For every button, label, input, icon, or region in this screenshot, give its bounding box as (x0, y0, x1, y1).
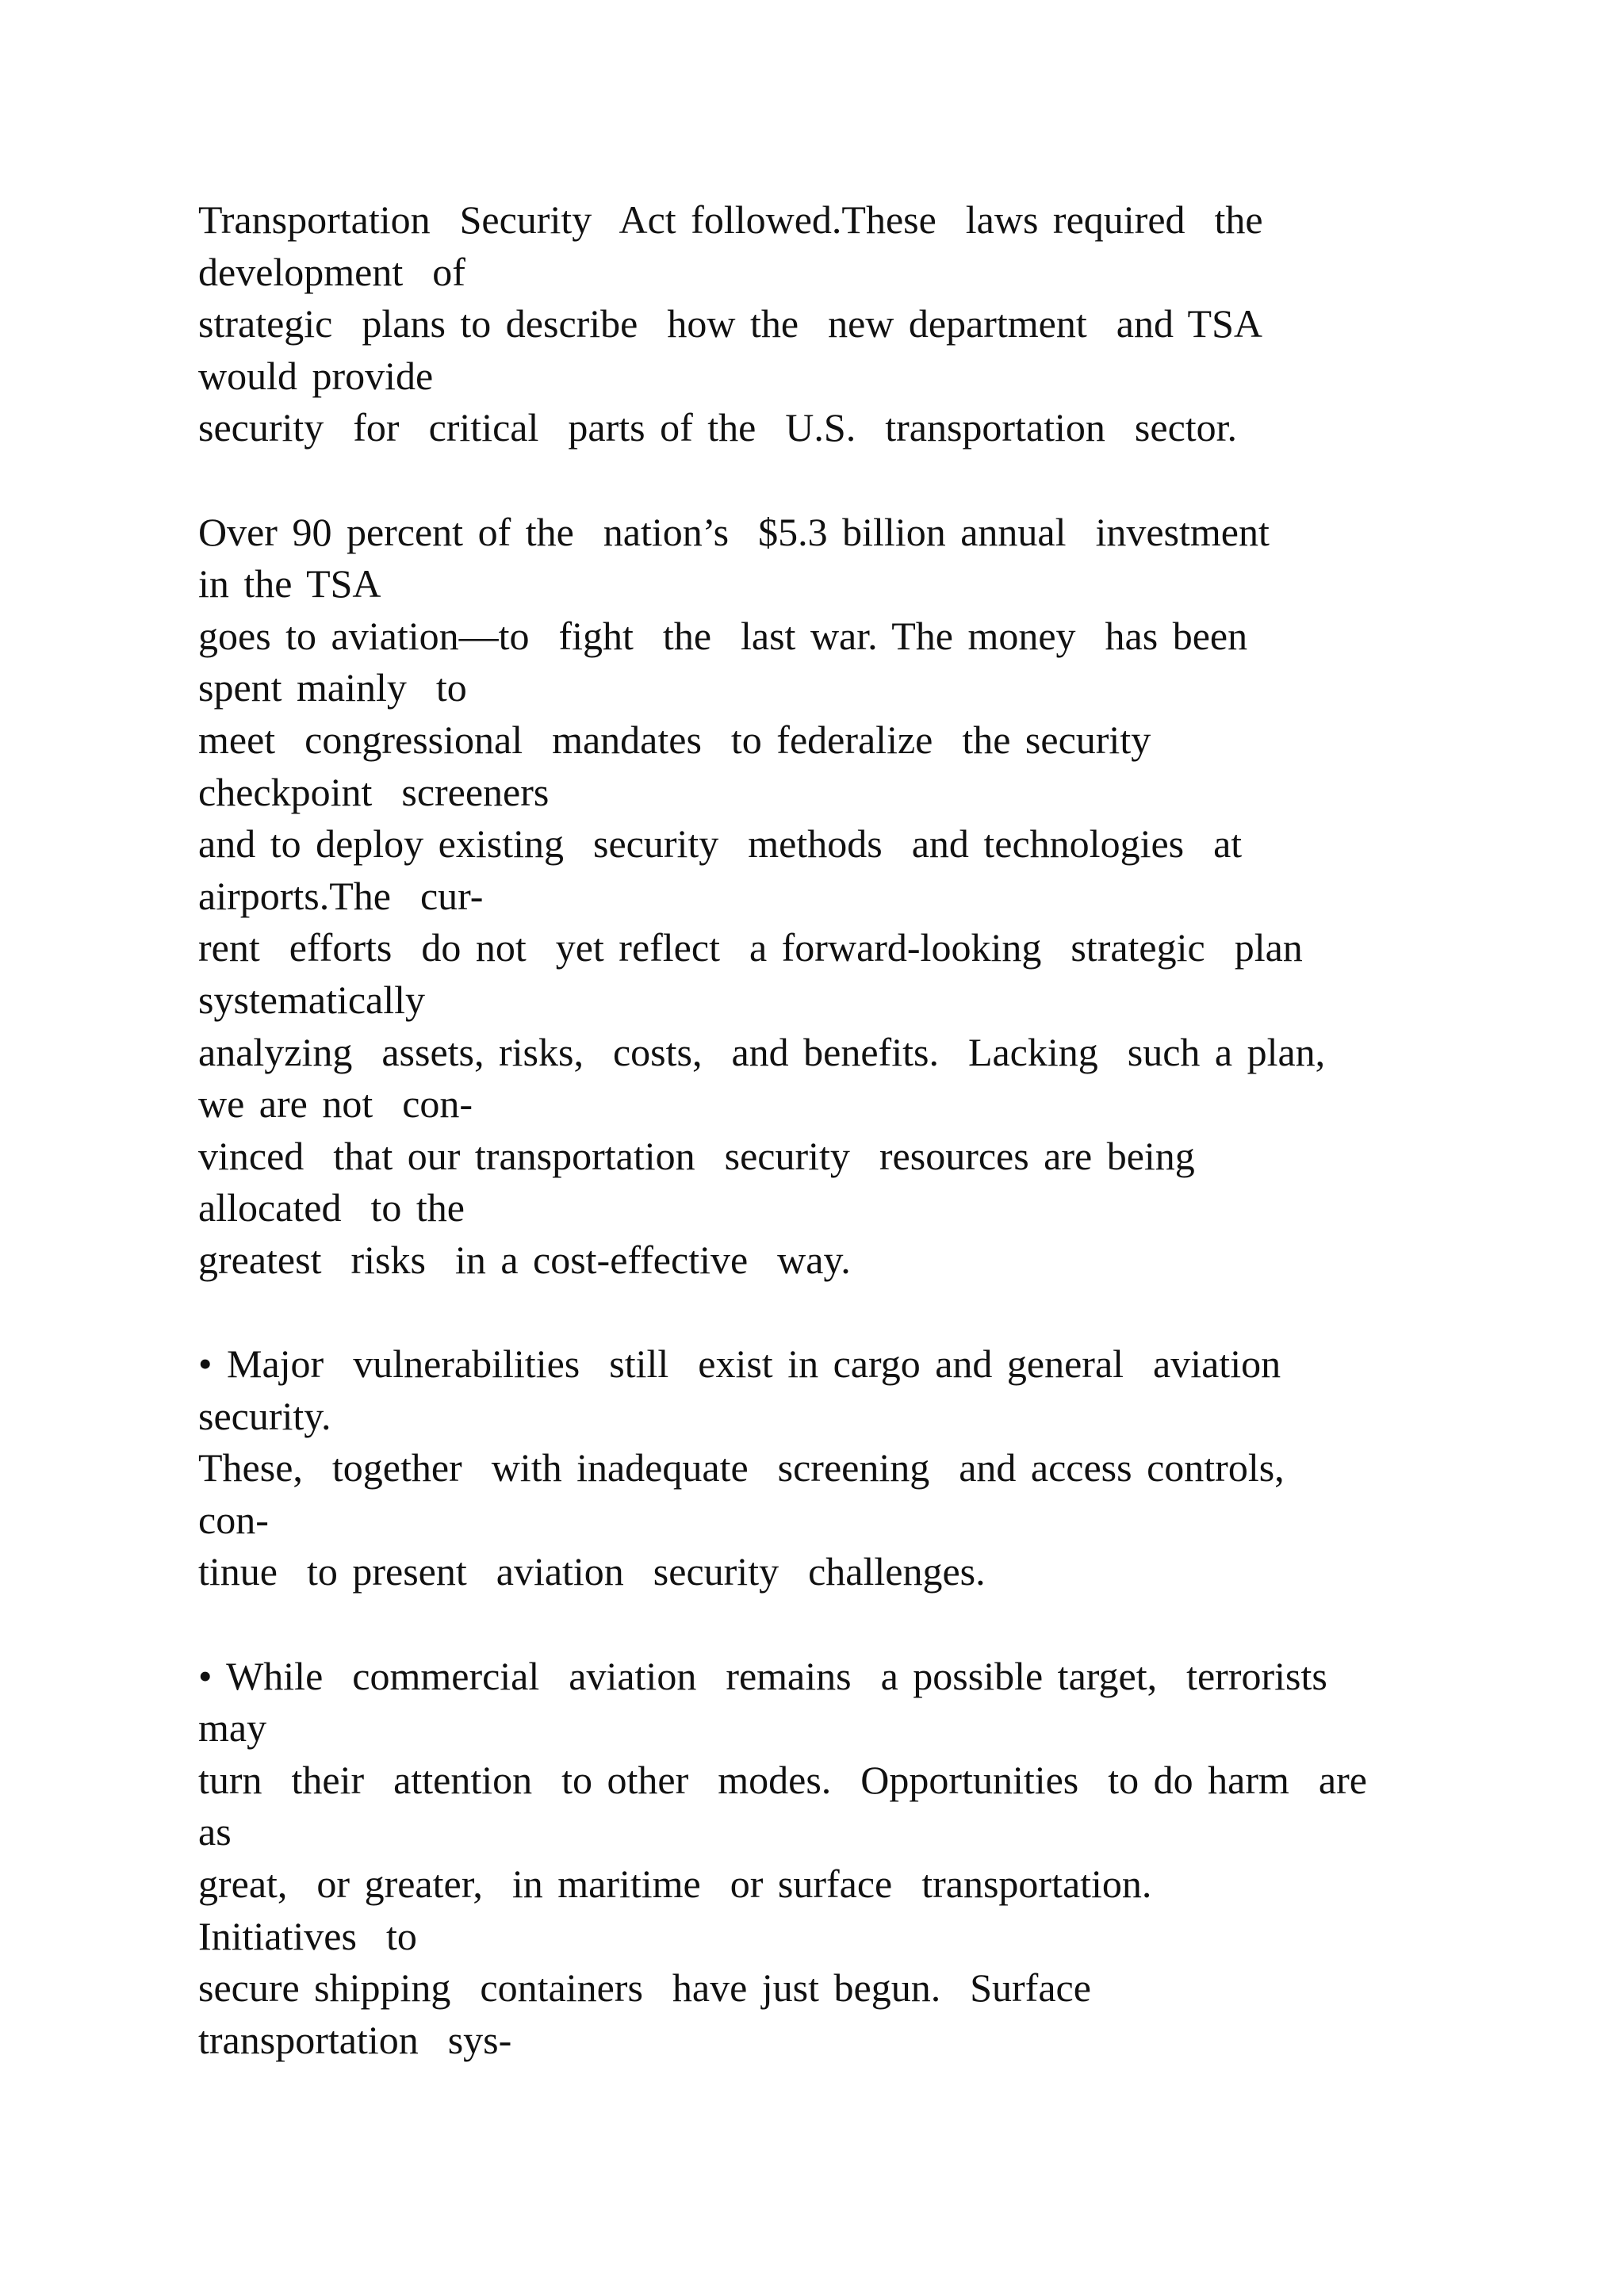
text-line: meet congressional mandates to federalize the security (198, 717, 1151, 762)
text-line: vinced that our transportation security resources are being (198, 1133, 1195, 1178)
paragraph-1 (198, 194, 1546, 454)
text-line: would provide (198, 353, 434, 398)
text-line: goes to aviation—to fight the last war. The money has been (198, 613, 1248, 658)
text-line: secure shipping containers have just begun. Surface (198, 1965, 1091, 2011)
paragraph-2 (198, 507, 1546, 1287)
text-line: allocated to the (198, 1185, 465, 1230)
text-line: Initiatives to (198, 1913, 417, 1958)
text-line: rent efforts do not yet reflect a forward-looking strategic plan (198, 925, 1303, 970)
body-text (198, 194, 1546, 2118)
text-line: systematically (198, 977, 426, 1022)
text-line: spent mainly to (198, 665, 467, 710)
text-line: analyzing assets, risks, costs, and benefits. Lacking such a plan, (198, 1029, 1326, 1074)
text-line: checkpoint screeners (198, 769, 550, 814)
text-line: transportation sys- (198, 2017, 512, 2062)
text-line: greatest risks in a cost-effective way. (198, 1237, 851, 1282)
text-line: These, together with inadequate screening and access controls, (198, 1445, 1285, 1490)
text-line: development of (198, 249, 465, 294)
text-line: turn their attention to other modes. Opportunities to do harm are (198, 1757, 1367, 1802)
text-line: and to deploy existing security methods and technologies at (198, 821, 1243, 867)
text-line: con- (198, 1497, 269, 1542)
text-line: in the TSA (198, 561, 381, 607)
text-line: tinue to present aviation security challenges. (198, 1549, 986, 1594)
text-line: we are not con- (198, 1081, 473, 1127)
paragraph-3-bullet (198, 1338, 1546, 1598)
text-line: strategic plans to describe how the new department and TSA (198, 301, 1263, 346)
text-line: security. (198, 1393, 331, 1438)
text-line: • While commercial aviation remains a possible target, terrorists (198, 1653, 1327, 1698)
text-line: as (198, 1809, 232, 1854)
paragraph-4-bullet (198, 1651, 1546, 2067)
text-line: security for critical parts of the U.S. transportation sector. (198, 405, 1238, 450)
text-line: • Major vulnerabilities still exist in cargo and general aviation (198, 1341, 1281, 1387)
text-line: may (198, 1705, 267, 1751)
text-line: airports.The cur- (198, 873, 484, 918)
text-line: Transportation Security Act followed.These laws required the (198, 197, 1263, 242)
text-line: great, or greater, in maritime or surface transportation. (198, 1862, 1152, 1906)
text-line: Over 90 percent of the nation’s $5.3 billion annual investment (198, 509, 1270, 554)
